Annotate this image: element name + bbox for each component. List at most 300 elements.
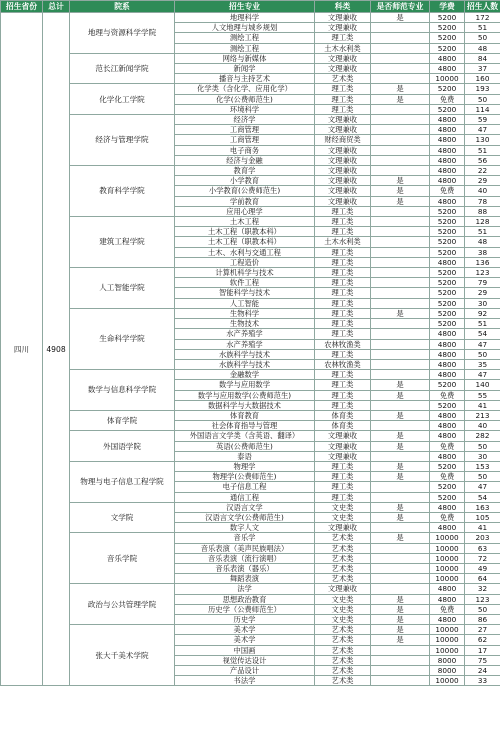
major-cell: 应用心理学 [175,206,315,216]
major-cell: 新闻学 [175,64,315,74]
count-cell: 51 [465,145,500,155]
normal-cell [371,523,430,533]
fee-cell: 5200 [430,227,465,237]
major-cell: 数学与应用数学(公费师范生) [175,390,315,400]
count-cell: 86 [465,614,500,624]
table-row [1,268,500,278]
normal-cell [371,115,430,125]
major-cell: 产品设计 [175,666,315,676]
normal-cell [371,451,430,461]
cat-cell: 体育类 [315,410,371,420]
fee-cell: 10000 [430,676,465,686]
fee-cell: 10000 [430,635,465,645]
header-count: 招生人数 [465,1,500,13]
fee-cell: 4800 [430,257,465,267]
fee-cell: 4800 [430,502,465,512]
header-normal: 是否师范专业 [371,1,430,13]
fee-cell: 5200 [430,492,465,502]
cat-cell: 艺术类 [315,543,371,553]
table-row [1,584,500,594]
major-cell: 播音与主持艺术 [175,74,315,84]
count-cell: 72 [465,553,500,563]
cat-cell: 土木水利类 [315,237,371,247]
fee-cell: 5200 [430,482,465,492]
count-cell: 172 [465,13,500,23]
cat-cell: 文理兼收 [315,23,371,33]
cat-cell: 文理兼收 [315,125,371,135]
fee-cell: 5200 [430,13,465,23]
normal-cell [371,247,430,257]
cat-cell: 理工类 [315,94,371,104]
count-cell: 84 [465,53,500,63]
normal-cell: 是 [371,308,430,318]
cat-cell: 理工类 [315,349,371,359]
header-fee: 学费 [430,1,465,13]
fee-cell: 5200 [430,23,465,33]
fee-cell: 5200 [430,380,465,390]
cat-cell: 文史类 [315,594,371,604]
fee-cell: 5200 [430,104,465,114]
fee-cell: 免费 [430,472,465,482]
major-cell: 土木工程（职教本科） [175,227,315,237]
fee-cell: 4800 [430,431,465,441]
major-cell: 环境科学 [175,104,315,114]
fee-cell: 5200 [430,217,465,227]
cat-cell: 理工类 [315,268,371,278]
major-cell: 地理科学 [175,13,315,23]
table-row [1,370,500,380]
major-cell: 教育学 [175,166,315,176]
fee-cell: 4800 [430,410,465,420]
table-row [1,53,500,63]
major-cell: 经济学 [175,115,315,125]
normal-cell [371,268,430,278]
normal-cell: 是 [371,431,430,441]
province-cell: 四川 [1,13,43,686]
cat-cell: 理工类 [315,400,371,410]
major-cell: 经济与金融 [175,155,315,165]
major-cell: 数学与应用数学 [175,380,315,390]
major-cell: 学前教育 [175,196,315,206]
count-cell: 123 [465,594,500,604]
count-cell: 51 [465,23,500,33]
fee-cell: 4800 [430,135,465,145]
fee-cell: 5200 [430,84,465,94]
major-cell: 土木工程 [175,217,315,227]
normal-cell [371,166,430,176]
count-cell: 17 [465,645,500,655]
count-cell: 27 [465,625,500,635]
fee-cell: 4800 [430,64,465,74]
cat-cell: 理工类 [315,482,371,492]
cat-cell: 文史类 [315,502,371,512]
cat-cell: 理工类 [315,319,371,329]
cat-cell: 文理兼收 [315,115,371,125]
count-cell: 50 [465,33,500,43]
cat-cell: 文理兼收 [315,186,371,196]
cat-cell: 理工类 [315,298,371,308]
major-cell: 水产养殖学 [175,339,315,349]
fee-cell: 免费 [430,390,465,400]
major-cell: 小学教育 [175,176,315,186]
fee-cell: 4800 [430,523,465,533]
normal-cell [371,33,430,43]
college-cell: 数学与信息科学学院 [70,370,175,411]
college-cell: 外国语学院 [70,431,175,462]
college-cell: 建筑工程学院 [70,217,175,268]
count-cell: 51 [465,319,500,329]
college-cell: 文学院 [70,502,175,533]
cat-cell: 理工类 [315,329,371,339]
fee-cell: 10000 [430,543,465,553]
cat-cell: 艺术类 [315,625,371,635]
college-cell: 经济与管理学院 [70,115,175,166]
count-cell: 160 [465,74,500,84]
fee-cell: 5200 [430,400,465,410]
normal-cell: 是 [371,390,430,400]
count-cell: 64 [465,574,500,584]
table-row [1,84,500,94]
count-cell: 50 [465,604,500,614]
major-cell: 水产养殖学 [175,329,315,339]
fee-cell: 5200 [430,43,465,53]
count-cell: 47 [465,125,500,135]
cat-cell: 文理兼收 [315,441,371,451]
fee-cell: 4800 [430,359,465,369]
count-cell: 37 [465,64,500,74]
fee-cell: 5200 [430,268,465,278]
cat-cell: 理工类 [315,278,371,288]
major-cell: 计算机科学与技术 [175,268,315,278]
major-cell: 音乐学 [175,533,315,543]
count-cell: 22 [465,166,500,176]
normal-cell: 是 [371,533,430,543]
fee-cell: 5200 [430,237,465,247]
count-cell: 59 [465,115,500,125]
normal-cell: 是 [371,186,430,196]
header-college: 院系 [70,1,175,13]
cat-cell: 艺术类 [315,563,371,573]
fee-cell: 免费 [430,604,465,614]
fee-cell: 5200 [430,33,465,43]
fee-cell: 8000 [430,655,465,665]
normal-cell [371,492,430,502]
major-cell: 软件工程 [175,278,315,288]
fee-cell: 10000 [430,645,465,655]
college-cell: 张大千美术学院 [70,625,175,686]
major-cell: 人文地理与城乡规划 [175,23,315,33]
count-cell: 203 [465,533,500,543]
normal-cell [371,43,430,53]
count-cell: 54 [465,492,500,502]
normal-cell: 是 [371,512,430,522]
major-cell: 书法学 [175,676,315,686]
major-cell: 汉语言文学 [175,502,315,512]
college-cell: 音乐学院 [70,533,175,584]
fee-cell: 4800 [430,349,465,359]
cat-cell: 理工类 [315,257,371,267]
major-cell: 数字人文 [175,523,315,533]
fee-cell: 免费 [430,512,465,522]
cat-cell: 艺术类 [315,74,371,84]
normal-cell [371,655,430,665]
count-cell: 50 [465,94,500,104]
normal-cell: 是 [371,604,430,614]
fee-cell: 8000 [430,666,465,676]
college-cell: 体育学院 [70,410,175,430]
cat-cell: 艺术类 [315,666,371,676]
cat-cell: 财经商贸类 [315,135,371,145]
count-cell: 163 [465,502,500,512]
fee-cell: 10000 [430,533,465,543]
major-cell: 土木、水利与交通工程 [175,247,315,257]
normal-cell: 是 [371,13,430,23]
major-cell: 生物技术 [175,319,315,329]
count-cell: 29 [465,176,500,186]
cat-cell: 理工类 [315,308,371,318]
count-cell: 62 [465,635,500,645]
normal-cell [371,666,430,676]
count-cell: 55 [465,390,500,400]
count-cell: 49 [465,563,500,573]
normal-cell: 是 [371,614,430,624]
normal-cell [371,370,430,380]
fee-cell: 4800 [430,145,465,155]
header-row [1,1,500,13]
major-cell: 网络与新媒体 [175,53,315,63]
count-cell: 140 [465,380,500,390]
fee-cell: 免费 [430,186,465,196]
fee-cell: 4800 [430,614,465,624]
cat-cell: 理工类 [315,206,371,216]
cat-cell: 文理兼收 [315,176,371,186]
major-cell: 思想政治教育 [175,594,315,604]
college-cell: 生命科学学院 [70,308,175,369]
major-cell: 体育教育 [175,410,315,420]
normal-cell [371,53,430,63]
normal-cell: 是 [371,94,430,104]
major-cell: 外国语言文学类（含英语、翻译） [175,431,315,441]
major-cell: 美术学 [175,625,315,635]
fee-cell: 4800 [430,594,465,604]
count-cell: 29 [465,288,500,298]
count-cell: 88 [465,206,500,216]
cat-cell: 理工类 [315,84,371,94]
normal-cell: 是 [371,84,430,94]
cat-cell: 文史类 [315,614,371,624]
count-cell: 75 [465,655,500,665]
table-row [1,166,500,176]
major-cell: 汉语言文学(公费师范生) [175,512,315,522]
normal-cell [371,329,430,339]
normal-cell [371,574,430,584]
college-cell: 化学化工学院 [70,84,175,115]
fee-cell: 5200 [430,247,465,257]
fee-cell: 4800 [430,115,465,125]
major-cell: 通信工程 [175,492,315,502]
major-cell: 历史学（公费师范生） [175,604,315,614]
count-cell: 128 [465,217,500,227]
college-cell: 政治与公共管理学院 [70,584,175,625]
table-row [1,308,500,318]
fee-cell: 4800 [430,451,465,461]
major-cell: 数据科学与大数据技术 [175,400,315,410]
major-cell: 生物科学 [175,308,315,318]
normal-cell [371,482,430,492]
cat-cell: 理工类 [315,217,371,227]
cat-cell: 艺术类 [315,635,371,645]
normal-cell [371,206,430,216]
count-cell: 153 [465,461,500,471]
normal-cell [371,155,430,165]
major-cell: 工商管理 [175,125,315,135]
cat-cell: 文史类 [315,604,371,614]
cat-cell: 理工类 [315,33,371,43]
normal-cell: 是 [371,461,430,471]
major-cell: 视觉传达设计 [175,655,315,665]
table-row [1,461,500,471]
table-row [1,533,500,543]
normal-cell [371,125,430,135]
normal-cell [371,217,430,227]
normal-cell [371,135,430,145]
major-cell: 英语(公费师范生) [175,441,315,451]
cat-cell: 文理兼收 [315,451,371,461]
count-cell: 78 [465,196,500,206]
fee-cell: 5200 [430,461,465,471]
fee-cell: 4800 [430,176,465,186]
cat-cell: 理工类 [315,380,371,390]
count-cell: 54 [465,329,500,339]
normal-cell: 是 [371,380,430,390]
normal-cell [371,543,430,553]
count-cell: 79 [465,278,500,288]
major-cell: 化学(公费师范生) [175,94,315,104]
fee-cell: 4800 [430,155,465,165]
cat-cell: 理工类 [315,472,371,482]
normal-cell: 是 [371,441,430,451]
cat-cell: 理工类 [315,390,371,400]
major-cell: 工程造价 [175,257,315,267]
major-cell: 化学类（含化学、应用化学） [175,84,315,94]
major-cell: 土木工程（职教本科） [175,237,315,247]
major-cell: 物理学 [175,461,315,471]
count-cell: 50 [465,441,500,451]
header-total: 总计 [43,1,70,13]
count-cell: 47 [465,339,500,349]
major-cell: 工商管理 [175,135,315,145]
count-cell: 30 [465,451,500,461]
normal-cell [371,74,430,84]
count-cell: 35 [465,359,500,369]
header-province: 招生省份 [1,1,43,13]
fee-cell: 4800 [430,370,465,380]
count-cell: 48 [465,237,500,247]
normal-cell [371,145,430,155]
fee-cell: 4800 [430,53,465,63]
major-cell: 社会体育指导与管理 [175,421,315,431]
count-cell: 92 [465,308,500,318]
fee-cell: 4800 [430,125,465,135]
cat-cell: 艺术类 [315,655,371,665]
cat-cell: 艺术类 [315,553,371,563]
major-cell: 音乐表演（器乐） [175,563,315,573]
count-cell: 30 [465,298,500,308]
major-cell: 舞蹈表演 [175,574,315,584]
fee-cell: 5200 [430,206,465,216]
fee-cell: 5200 [430,298,465,308]
header-major: 招生专业 [175,1,315,13]
normal-cell [371,349,430,359]
normal-cell [371,298,430,308]
cat-cell: 文理兼收 [315,13,371,23]
count-cell: 47 [465,482,500,492]
count-cell: 123 [465,268,500,278]
fee-cell: 4800 [430,421,465,431]
normal-cell [371,23,430,33]
fee-cell: 10000 [430,74,465,84]
fee-cell: 10000 [430,625,465,635]
normal-cell [371,645,430,655]
cat-cell: 土木水利类 [315,43,371,53]
normal-cell: 是 [371,625,430,635]
count-cell: 50 [465,472,500,482]
count-cell: 48 [465,43,500,53]
normal-cell [371,421,430,431]
table-body [1,13,500,686]
count-cell: 56 [465,155,500,165]
normal-cell [371,257,430,267]
fee-cell: 4800 [430,339,465,349]
normal-cell [371,227,430,237]
major-cell: 金融数学 [175,370,315,380]
count-cell: 40 [465,421,500,431]
normal-cell [371,359,430,369]
major-cell: 智能科学与技术 [175,288,315,298]
fee-cell: 4800 [430,584,465,594]
fee-cell: 5200 [430,308,465,318]
fee-cell: 10000 [430,574,465,584]
cat-cell: 理工类 [315,227,371,237]
normal-cell [371,339,430,349]
table-row [1,410,500,420]
fee-cell: 5200 [430,288,465,298]
normal-cell [371,104,430,114]
table-row [1,625,500,635]
cat-cell: 理工类 [315,104,371,114]
count-cell: 114 [465,104,500,114]
cat-cell: 艺术类 [315,533,371,543]
college-cell: 范长江新闻学院 [70,53,175,84]
cat-cell: 理工类 [315,370,371,380]
count-cell: 40 [465,186,500,196]
count-cell: 41 [465,523,500,533]
cat-cell: 文理兼收 [315,523,371,533]
count-cell: 136 [465,257,500,267]
count-cell: 51 [465,227,500,237]
normal-cell [371,563,430,573]
major-cell: 测绘工程 [175,33,315,43]
count-cell: 130 [465,135,500,145]
count-cell: 41 [465,400,500,410]
count-cell: 63 [465,543,500,553]
cat-cell: 文理兼收 [315,145,371,155]
total-cell: 4908 [43,13,70,686]
major-cell: 美术学 [175,635,315,645]
cat-cell: 理工类 [315,288,371,298]
college-cell: 物理与电子信息工程学院 [70,461,175,502]
table-row [1,502,500,512]
